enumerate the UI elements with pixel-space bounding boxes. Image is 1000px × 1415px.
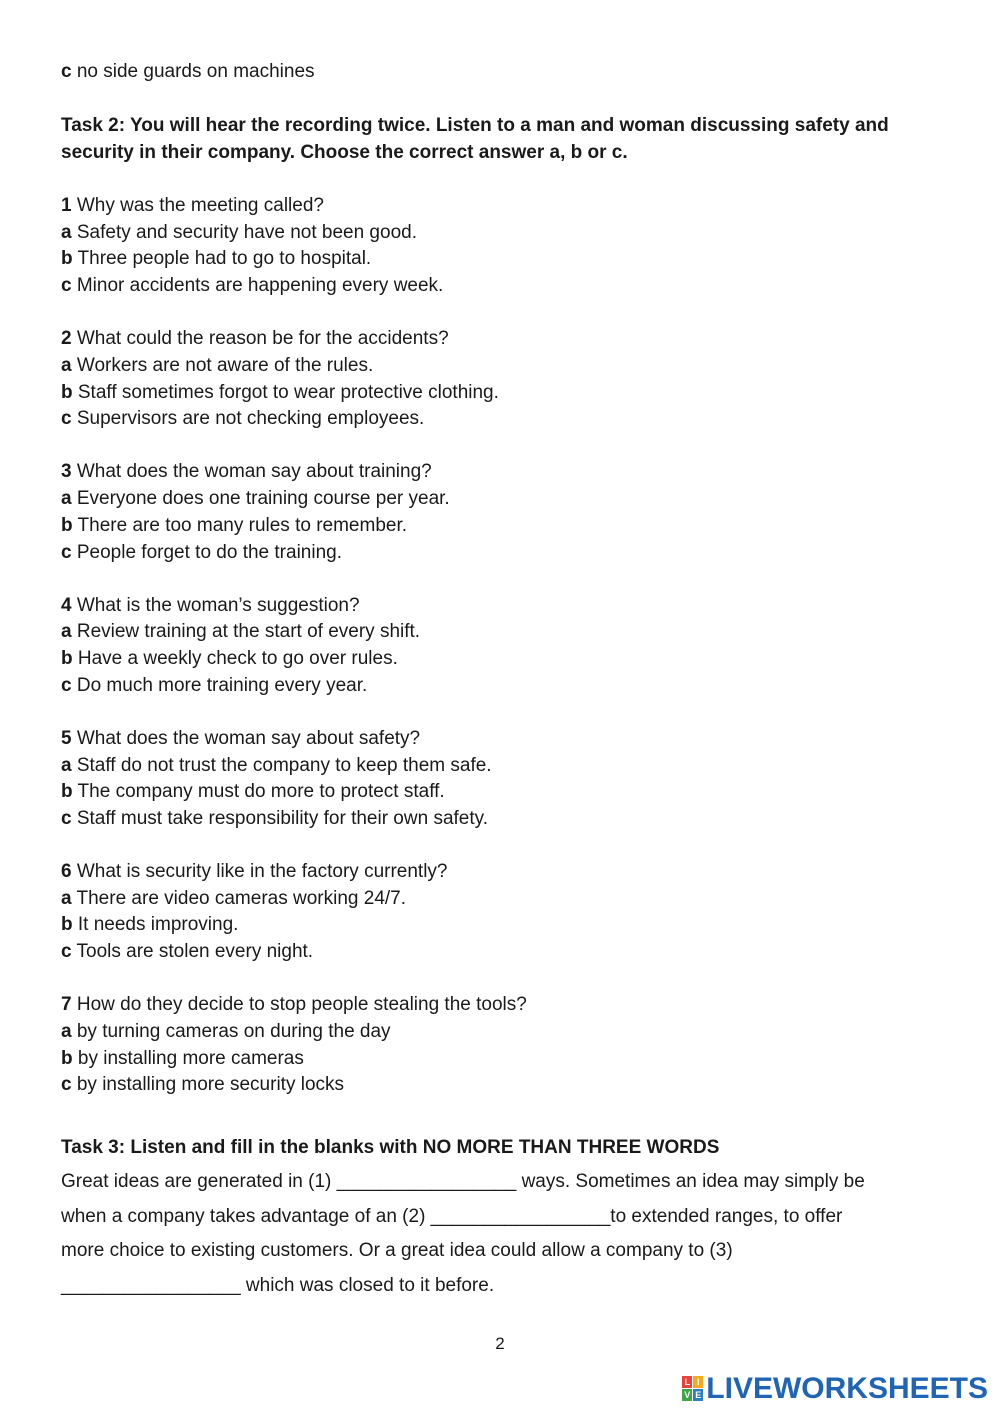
answer-option-b xyxy=(61,648,398,670)
question-prompt: What does the woman say about safety? xyxy=(71,727,421,749)
question-number: 3 xyxy=(61,461,72,483)
liveworksheets-logo-icon xyxy=(682,1376,704,1402)
option-text: There are too many rules to remember. xyxy=(72,514,408,536)
option-letter: a xyxy=(61,354,72,376)
option-text: Tools are stolen every night. xyxy=(71,941,314,963)
question-number: 1 xyxy=(61,195,72,216)
option-text: Review training at the start of every shift. xyxy=(71,621,421,643)
option-text: Minor accidents are happening every week. xyxy=(71,275,444,297)
option-letter: a xyxy=(61,1020,72,1042)
option-letter: c xyxy=(61,1074,72,1096)
question-prompt: What does the woman say about training? xyxy=(71,461,432,483)
option-letter: a xyxy=(61,887,72,909)
answer-option-a xyxy=(61,1021,391,1043)
option-letter: c xyxy=(61,275,72,297)
option-letter: b xyxy=(61,914,73,936)
option-text: by installing more security locks xyxy=(71,1074,345,1096)
option-text: Do much more training every year. xyxy=(71,674,368,696)
option-letter: c xyxy=(61,941,72,963)
option-text: by installing more cameras xyxy=(72,1047,304,1069)
question-text xyxy=(61,994,527,1016)
question-text xyxy=(61,861,448,883)
answer-option-b xyxy=(61,914,238,936)
option-letter: c xyxy=(61,807,72,829)
question-prompt: What could the reason be for the accidents? xyxy=(71,328,449,350)
answer-option-a xyxy=(61,621,420,643)
option-text: Supervisors are not checking employees. xyxy=(71,408,425,430)
logo-icon-square: L xyxy=(682,1376,692,1388)
answer-option-c xyxy=(61,1074,344,1096)
option-letter: b xyxy=(61,514,73,536)
option-text: Have a weekly check to go over rules. xyxy=(72,648,398,669)
answer-option-c xyxy=(61,941,313,963)
option-letter: c xyxy=(61,408,72,430)
question-number: 7 xyxy=(61,994,72,1016)
task3-line-3: more choice to existing customers. Or a great idea could allow a company to (3) xyxy=(61,1240,733,1261)
option-text: Everyone does one training course per year. xyxy=(71,488,450,510)
option-text: Staff do not trust the company to keep them safe. xyxy=(71,754,492,776)
option-letter: a xyxy=(61,488,72,510)
question-number: 2 xyxy=(61,328,72,350)
option-text: Three people had to go to hospital. xyxy=(72,248,372,270)
option-letter: a xyxy=(61,621,72,643)
page-number: 2 xyxy=(495,1334,505,1353)
logo-icon-square: I xyxy=(693,1376,703,1388)
brand-name: LIVEWORKSHEETS xyxy=(706,1372,988,1405)
answer-option-a xyxy=(61,355,373,377)
answer-option-a xyxy=(61,488,450,510)
option-text: People forget to do the training. xyxy=(71,541,342,563)
option-text: Safety and security have not been good. xyxy=(71,221,417,243)
logo-icon-square: E xyxy=(695,1390,702,1400)
logo-icon-square: V xyxy=(684,1390,691,1400)
question-prompt: What is security like in the factory currently? xyxy=(71,861,448,882)
answer-option-a xyxy=(61,222,417,244)
option-letter: a xyxy=(61,221,72,243)
question-prompt: What is the woman’s suggestion? xyxy=(71,594,360,616)
task3-line-4: _________________ which was closed to it before. xyxy=(61,1275,495,1296)
option-text: Staff sometimes forgot to wear protective clothing. xyxy=(72,381,499,403)
option-letter: c xyxy=(61,541,72,563)
option-letter: b xyxy=(61,248,73,270)
question-number: 4 xyxy=(61,594,72,616)
question-text xyxy=(61,328,449,350)
answer-option-a xyxy=(61,888,406,910)
answer-option-c xyxy=(61,808,488,830)
option-text: Staff must take responsibility for their own safety. xyxy=(71,807,489,829)
option-letter: c xyxy=(61,674,72,696)
answer-option-b xyxy=(61,382,499,404)
question-number: 6 xyxy=(61,861,72,882)
option-text: It needs improving. xyxy=(72,914,239,936)
option-letter: b xyxy=(61,781,73,803)
question-text xyxy=(61,728,420,750)
question-text xyxy=(61,461,432,483)
option-letter: b xyxy=(61,381,73,403)
answer-option-c xyxy=(61,408,424,430)
answer-option-c xyxy=(61,542,342,564)
question-number: 5 xyxy=(61,727,72,749)
answer-option-a xyxy=(61,755,492,777)
task3-line-2: when a company takes advantage of an (2) _________________to extended ranges, to offer xyxy=(61,1206,843,1227)
answer-option-b xyxy=(61,248,371,270)
question-prompt: Why was the meeting called? xyxy=(71,195,324,216)
task3-line-1: Great ideas are generated in (1) _________________ ways. Sometimes an idea may simply be xyxy=(61,1171,865,1192)
intro-option-c: c no side guards on machines xyxy=(61,61,315,82)
option-letter: b xyxy=(61,1047,73,1069)
option-letter: b xyxy=(61,648,73,669)
option-text: by turning cameras on during the day xyxy=(71,1020,391,1042)
answer-option-b xyxy=(61,781,445,803)
option-letter: a xyxy=(61,754,72,776)
question-text xyxy=(61,195,324,217)
answer-option-b xyxy=(61,1048,304,1070)
task2-title: Task 2: You will hear the recording twice. Listen to a man and woman discussing safety and security in their company. Choose the correct answer a, b or c. xyxy=(61,115,889,163)
question-prompt: How do they decide to stop people stealing the tools? xyxy=(71,994,527,1016)
task3-title: Task 3: Listen and fill in the blanks with NO MORE THAN THREE WORDS xyxy=(61,1137,720,1158)
option-text: The company must do more to protect staff. xyxy=(72,781,445,803)
answer-option-c xyxy=(61,275,443,297)
option-text: There are video cameras working 24/7. xyxy=(71,887,407,909)
question-text xyxy=(61,595,360,617)
option-text: Workers are not aware of the rules. xyxy=(71,354,374,376)
answer-option-b xyxy=(61,515,407,537)
answer-option-c xyxy=(61,675,367,697)
liveworksheets-logo xyxy=(682,1372,988,1406)
